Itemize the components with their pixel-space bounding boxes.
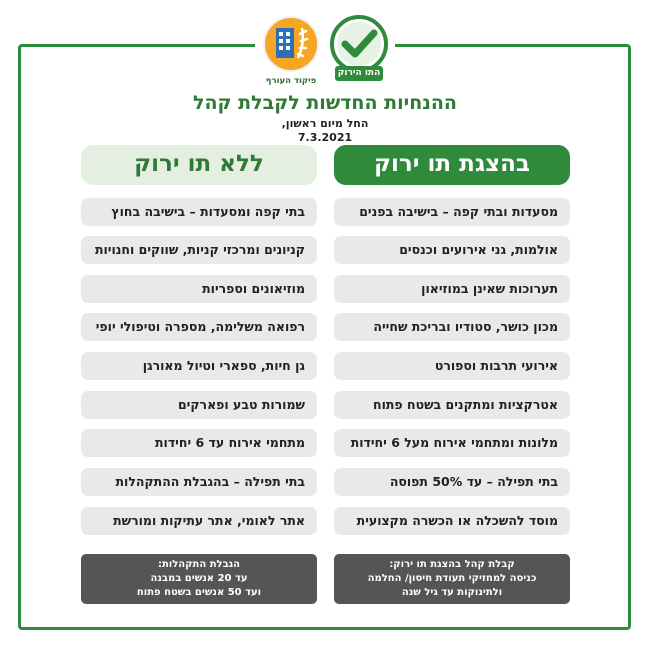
without-pass-item: בתי קפה ומסעדות – בישיבה בחוץ: [81, 198, 317, 226]
home-front-command-emblem-icon: [262, 14, 320, 74]
page-subtitle: החל מיום ראשון,: [281, 117, 369, 130]
page-title: ההנחיות החדשות לקבלת קהל: [193, 92, 457, 114]
with-pass-note-line: ולתינוקות עד גיל שנה: [401, 587, 503, 598]
with-pass-item: מכון כושר, סטודיו ובריכת שחייה: [334, 313, 570, 341]
with-pass-item: אירועי תרבות וספורט: [334, 352, 570, 380]
green-pass-logo: [327, 14, 391, 78]
with-pass-item: אולמות, גני אירועים וכנסים: [334, 236, 570, 264]
with-pass-item: אטרקציות ומתקנים בשטח פתוח: [334, 391, 570, 419]
without-pass-note-line: ועד 50 אנשים בשטח פתוח: [136, 587, 262, 598]
home-front-command-caption: פיקוד העורף: [265, 76, 317, 86]
without-pass-item: מוזיאונים וספריות: [81, 275, 317, 303]
without-pass-item: בתי תפילה – בהגבלת ההתקהלות: [81, 468, 317, 496]
without-pass-item: מתחמי אירוח עד 6 יחידות: [81, 429, 317, 457]
with-pass-note: [334, 554, 570, 604]
with-pass-item: בתי תפילה – עד 50% תפוסה: [334, 468, 570, 496]
home-front-command-logo: [262, 14, 320, 86]
without-pass-item: קניונים ומרכזי קניות, שווקים וחנויות: [81, 236, 317, 264]
with-pass-heading: בהצגת תו ירוק: [334, 145, 570, 185]
with-pass-note-line: כניסה למחזיקי תעודת חיסון/ החלמה: [367, 573, 537, 584]
green-pass-tag: התו הירוק: [335, 66, 383, 81]
green-pass-check-icon: [327, 14, 391, 72]
without-pass-item: רפואה משלימה, מספרה וטיפולי יופי: [81, 313, 317, 341]
without-pass-item: אתר לאומי, אתר עתיקות ומורשת: [81, 507, 317, 535]
without-pass-item: גן חיות, ספארי וטיול מאורגן: [81, 352, 317, 380]
with-pass-item: מוסד להשכלה או הכשרה מקצועית: [334, 507, 570, 535]
with-pass-item: מסעדות ובתי קפה – בישיבה בפנים: [334, 198, 570, 226]
without-pass-item: שמורות טבע ופארקים: [81, 391, 317, 419]
without-pass-note-line: עד 20 אנשים במבנה: [150, 573, 248, 584]
effective-date: 7.3.2021: [297, 131, 353, 144]
with-pass-item: תערוכות שאינן במוזיאון: [334, 275, 570, 303]
without-pass-note-title: הגבלת התקהלות:: [157, 559, 241, 570]
with-pass-note-title: קבלת קהל בהצגת תו ירוק:: [389, 559, 515, 570]
without-pass-heading: ללא תו ירוק: [81, 145, 317, 185]
without-pass-note: [81, 554, 317, 604]
with-pass-item: מלונות ומתחמי אירוח מעל 6 יחידות: [334, 429, 570, 457]
